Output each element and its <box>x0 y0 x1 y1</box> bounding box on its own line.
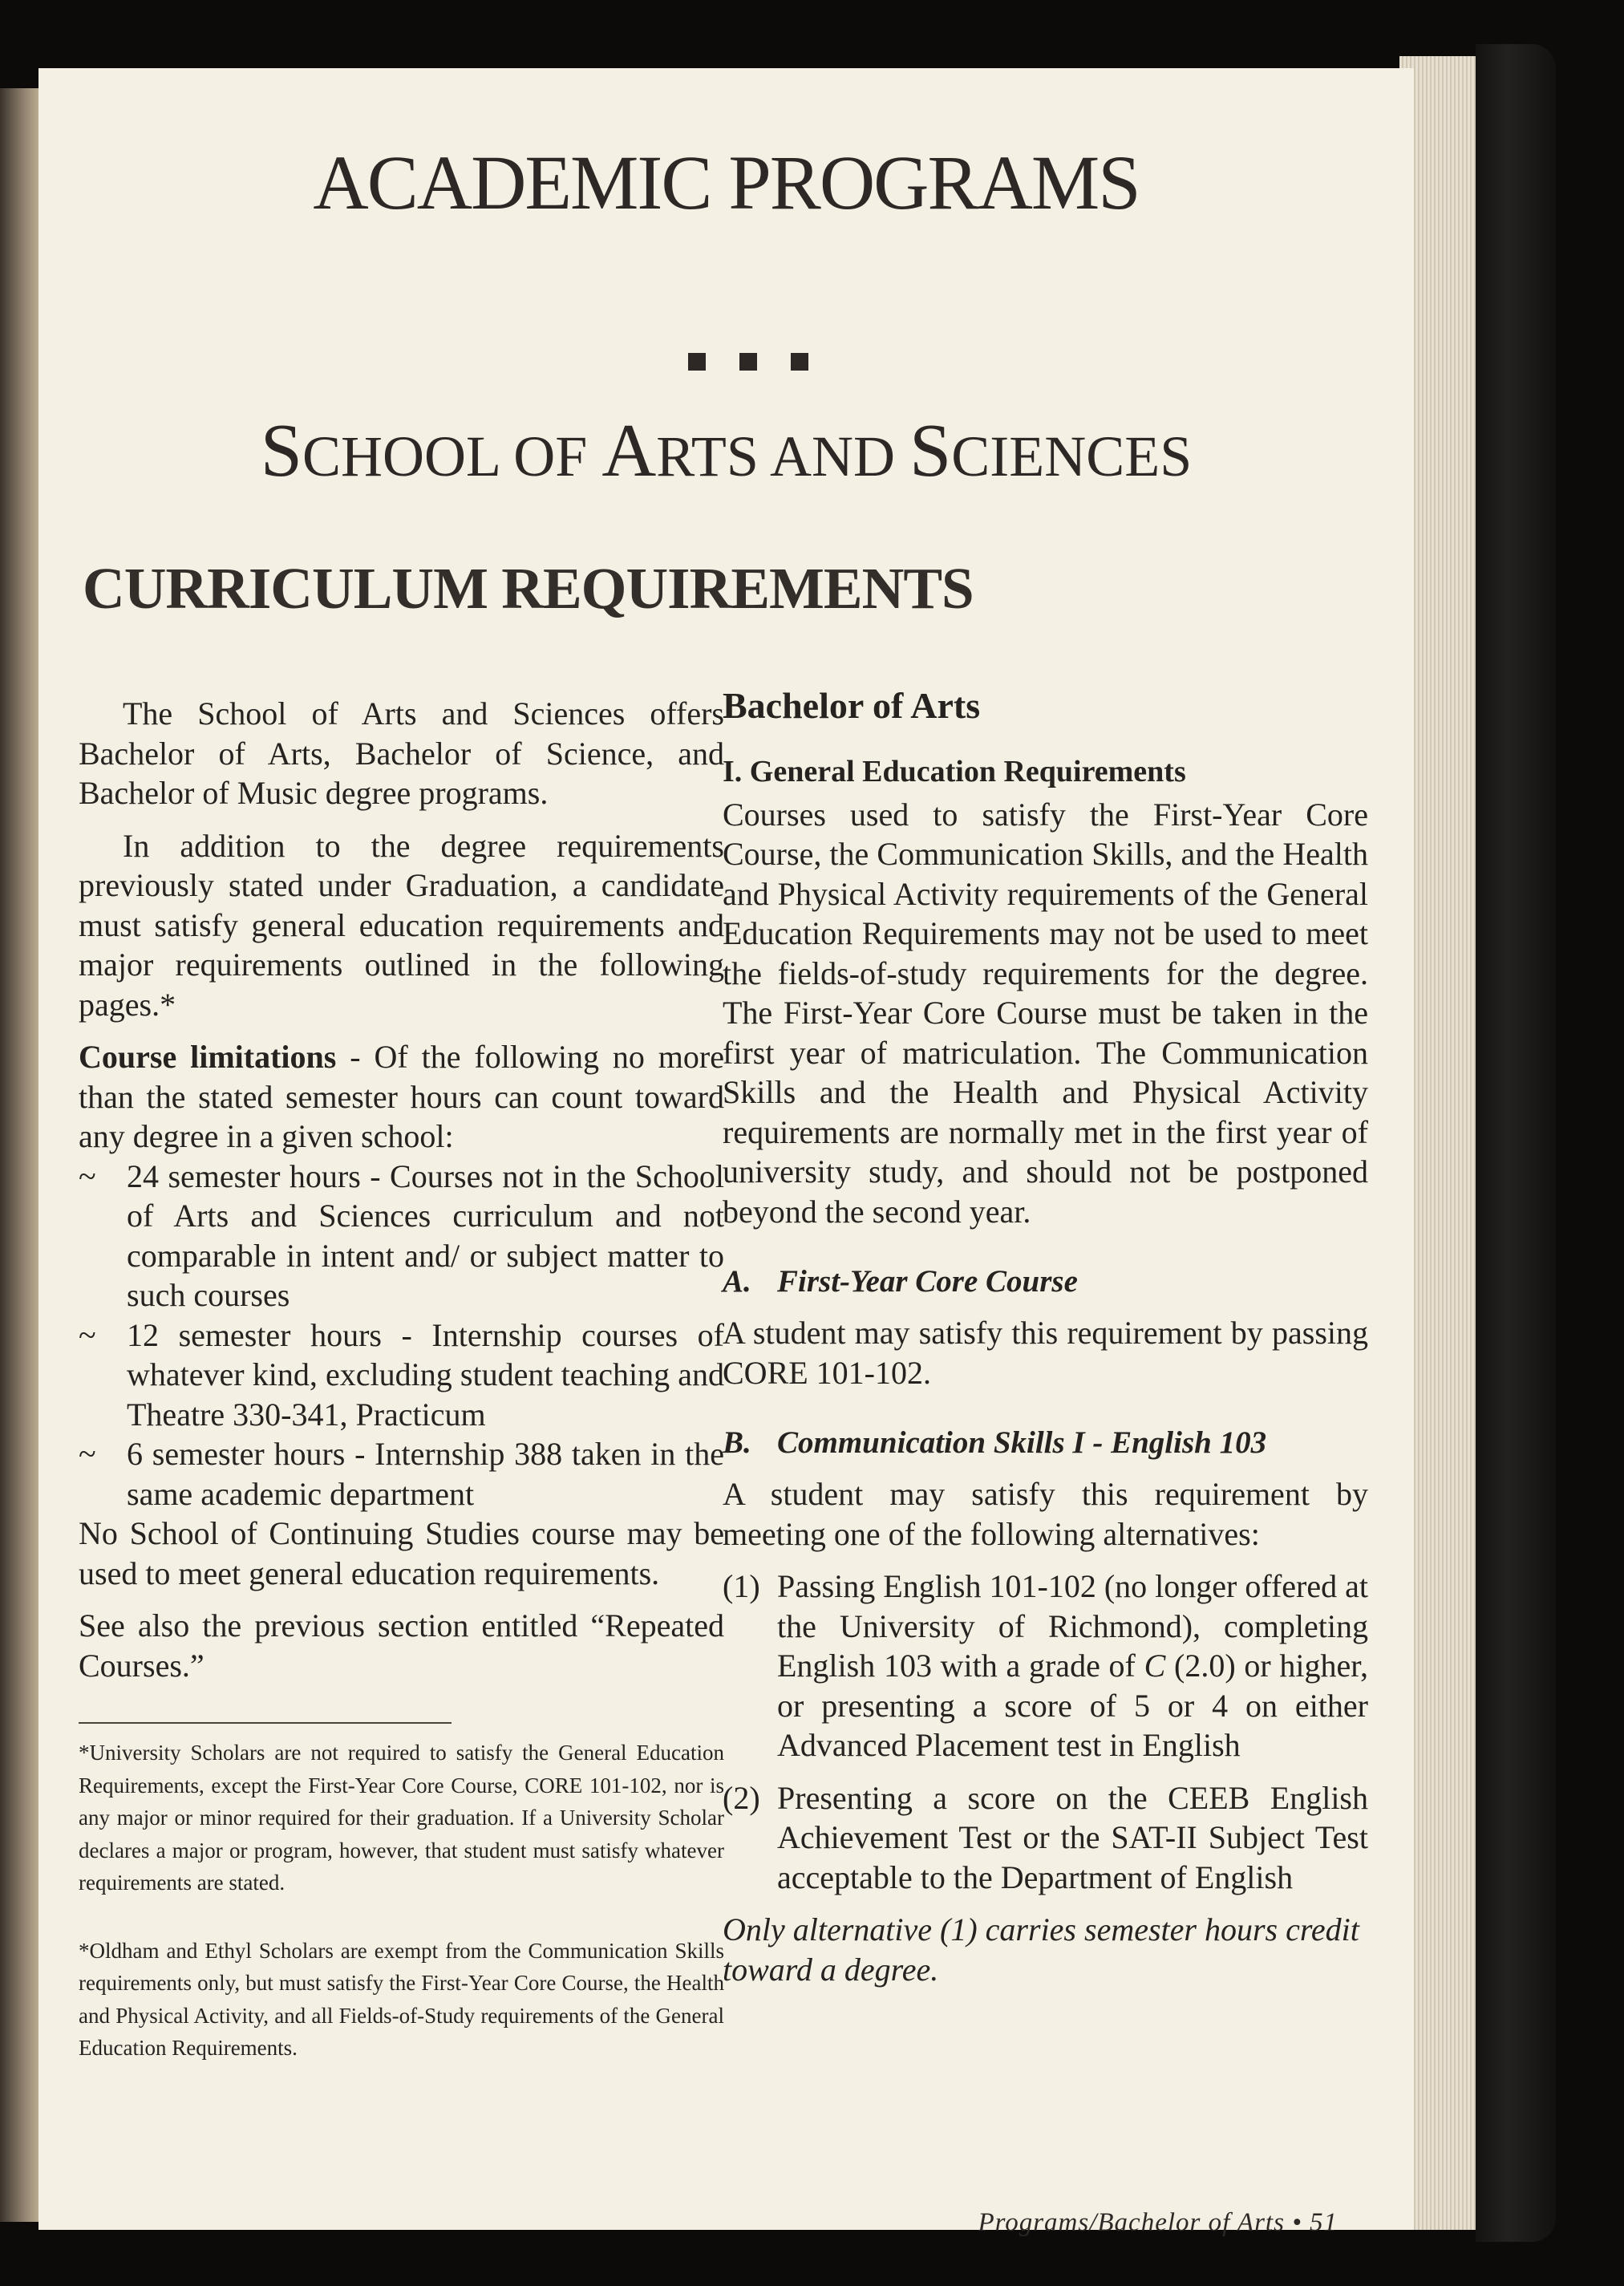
subsection-b-heading: B. Communication Skills I - English 103 <box>723 1425 1267 1461</box>
limitations-paragraph <box>79 1037 724 1157</box>
intro-paragraph: The School of Arts and Sciences offers Bachelor of Arts, Bachelor of Science, and Bachelor of Music degree programs. <box>79 695 724 811</box>
alternative-number: (1) <box>723 1568 760 1605</box>
limitation-item <box>79 1434 724 1514</box>
book-cover <box>1476 44 1556 2242</box>
subsection-b-text: A student may satisfy this requirement by meeting one of the following alternatives: <box>723 1476 1368 1552</box>
gen-ed-paragraph: Courses used to satisfy the First-Year Core Course, the Communication Skills, and the Health and Physical Activity requirements of the General Education Requirements may not be used to meet the fields-of-study requirements for the degree. The First-Year Core Course must be taken in the first year of matriculation. The Communication Skills and the Health and Physical Activity requirements are normally met in the first year of university study, and should not be postponed beyond the second year. <box>723 796 1368 1230</box>
section-title: CURRICULUM REQUIREMENTS <box>83 556 974 621</box>
bachelor-heading: Bachelor of Arts <box>723 685 981 726</box>
school-title: SCHOOL OF ARTS AND SCIENCES <box>260 409 1193 492</box>
limitation-item <box>79 1157 724 1315</box>
limitation-text: 24 semester hours - Courses not in the School of Arts and Sciences curriculum and not comparable in intent and/ or subject matter to such courses <box>127 1157 724 1313</box>
subsection-a-text: A student may satisfy this requirement by passing CORE 101-102. <box>723 1315 1368 1391</box>
book-spine-edge <box>0 88 38 2222</box>
limitations-text: - Of the following no more than the stated semester hours can count toward any degree in a given school: <box>79 1039 724 1154</box>
limitation-item <box>79 1315 724 1435</box>
see-also-paragraph: See also the previous section entitled “Repeated Courses.” <box>79 1607 724 1684</box>
footnote-oldham-scholars: *Oldham and Ethyl Scholars are exempt from the Communication Skills requirements only, but must satisfy the First-Year Core Course, the Health and Physical Activity, and all Fields-of-Study requirements of the General Education Requirements. <box>79 1938 724 2060</box>
limitation-text: 6 semester hours - Internship 388 taken in the same academic department <box>127 1436 724 1512</box>
subsection-a-heading: A. First-Year Core Course <box>723 1264 1078 1299</box>
tilde-marker: ~ <box>79 1157 96 1194</box>
right-column <box>723 686 1368 1989</box>
ornament-squares <box>688 353 808 371</box>
alternative-item <box>723 1567 1368 1765</box>
alternative-number: (2) <box>723 1779 760 1816</box>
book-page <box>38 68 1414 2237</box>
footnote-rule <box>79 1722 452 1724</box>
square-ornament <box>688 353 706 371</box>
alternative-item <box>723 1778 1368 1898</box>
program-title: ACADEMIC PROGRAMS <box>313 140 1140 225</box>
left-column <box>79 694 724 2065</box>
page-folio: Programs/Bachelor of Arts • 51 <box>978 2208 1338 2237</box>
addition-paragraph: In addition to the degree requirements previously stated under Graduation, a candidate must satisfy general education requirements and major requirements outlined in the following pages.* <box>79 827 724 1023</box>
alternative-text: Passing English 101-102 (no longer offered at the University of Richmond), completing English 103 with a grade of C (2.0) or higher, or presenting a score of 5 or 4 on either Advanced Placement test in English <box>777 1568 1369 1764</box>
footnote-university-scholars: *University Scholars are not required to satisfy the General Education Requirements, except the First-Year Core Course, CORE 101-102, nor is any major or minor required for their graduation. If a University Scholar declares a major or program, however, that student must satisfy whatever requirements are stated. <box>79 1741 724 1895</box>
square-ornament <box>739 353 757 371</box>
tilde-marker: ~ <box>79 1436 96 1472</box>
limitations-label: Course limitations <box>79 1039 337 1075</box>
tilde-marker: ~ <box>79 1316 96 1353</box>
gen-ed-heading: I. General Education Requirements <box>723 754 1186 788</box>
limitation-text: 12 semester hours - Internship courses of whatever kind, excluding student teaching and Theatre 330-341, Practicum <box>127 1316 724 1433</box>
continuing-studies-paragraph: No School of Continuing Studies course may be used to meet general education requirements. <box>79 1515 724 1591</box>
alternative-text: Presenting a score on the CEEB English Achievement Test or the SAT-II Subject Test acceptable to the Department of English <box>777 1779 1368 1895</box>
credit-note: Only alternative (1) carries semester hours credit toward a degree. <box>723 1911 1359 1988</box>
square-ornament <box>791 353 808 371</box>
